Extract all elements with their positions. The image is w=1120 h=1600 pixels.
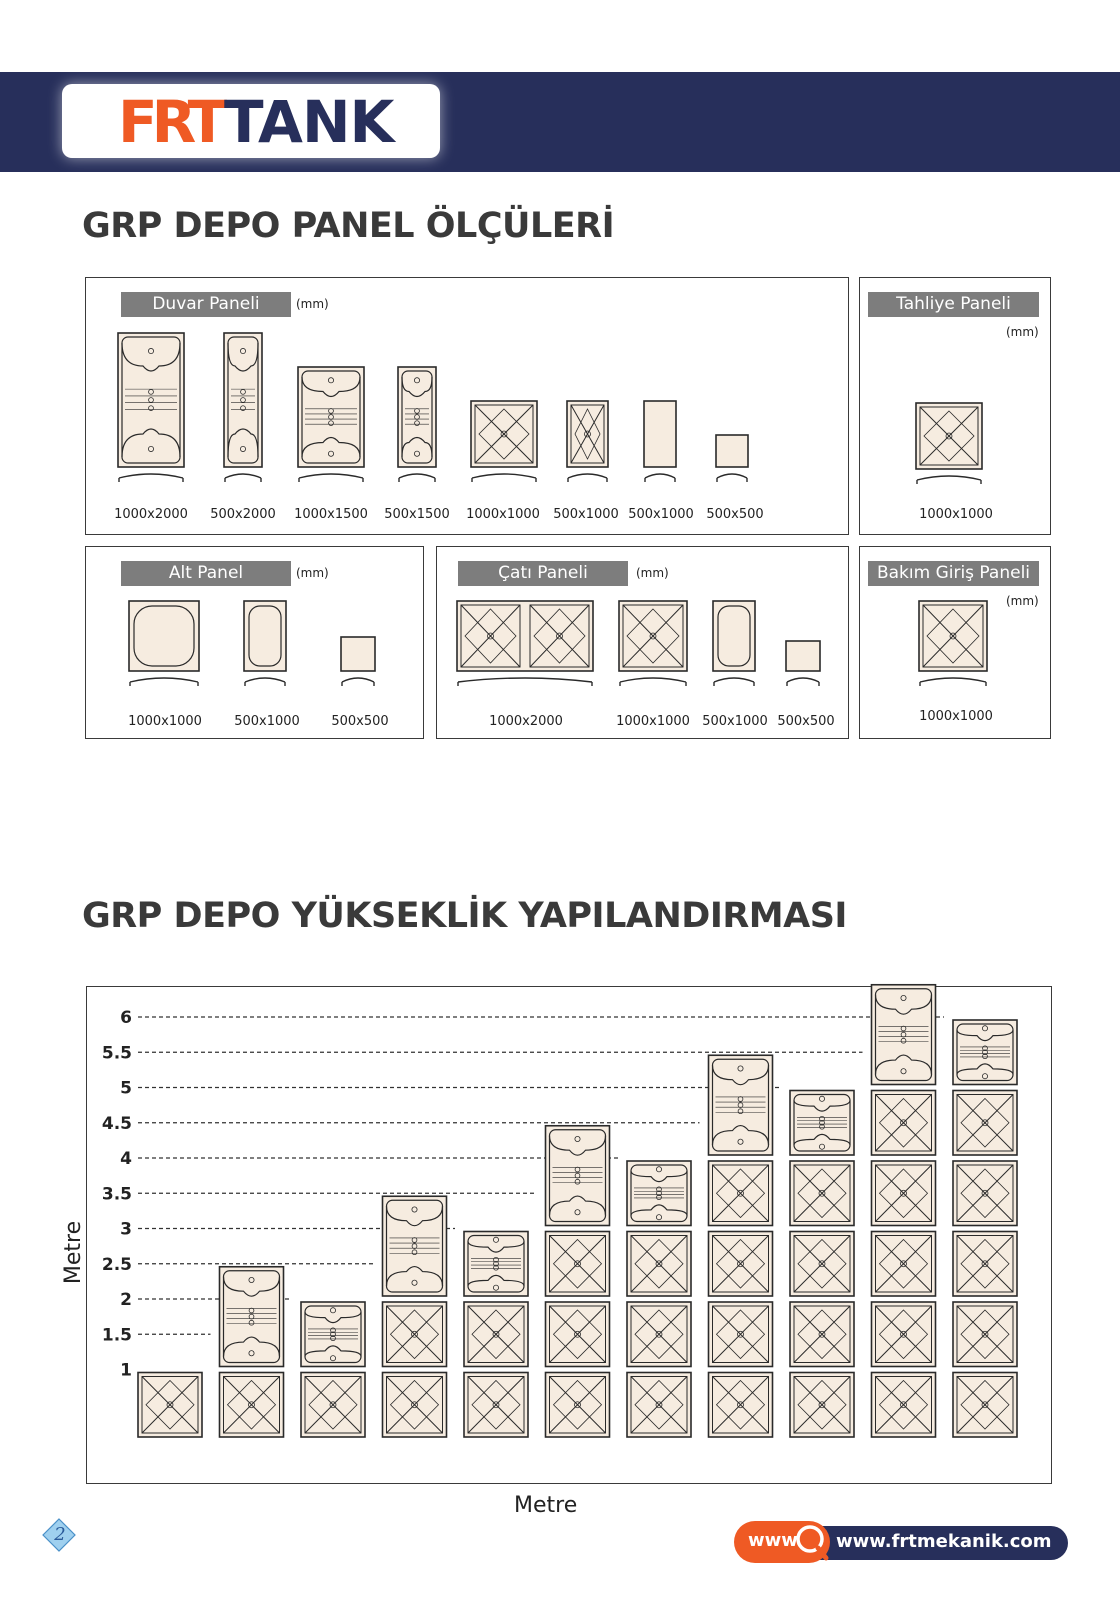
panel-drawing — [223, 332, 263, 484]
y-tick-label: 3 — [120, 1219, 132, 1240]
y-tick-label: 6 — [120, 1008, 132, 1028]
alt-unit-label: (mm) — [296, 566, 329, 580]
cati-unit-label: (mm) — [636, 566, 669, 580]
cati-panel-500x1000 — [712, 600, 756, 692]
size-label: 1000x1000 — [616, 714, 690, 729]
bakim-panel-1000x1000 — [918, 600, 988, 692]
panel-drawing — [456, 600, 594, 688]
y-tick-label: 5 — [120, 1078, 132, 1099]
height-chart-frame — [86, 986, 1052, 1484]
y-tick-label: 2.5 — [101, 1254, 132, 1275]
panel-drawing — [712, 600, 756, 688]
size-label: 1000x2000 — [489, 714, 563, 729]
size-label: 1000x1500 — [294, 507, 368, 522]
magnifier-icon — [795, 1522, 831, 1562]
panel-drawing — [618, 600, 688, 688]
logo-tank-text: TANK — [224, 88, 394, 156]
size-label: 1000x1000 — [466, 507, 540, 522]
website-url[interactable]: www.frtmekanik.com — [836, 1531, 1052, 1552]
alt-panel-500x500 — [340, 636, 376, 692]
panel-drawing — [566, 400, 609, 484]
tahliye-panel-label: Tahliye Paneli — [868, 292, 1039, 317]
size-label: 500x1000 — [628, 507, 694, 522]
panel-500x1500 — [397, 366, 437, 488]
panel-500x1000 — [566, 400, 609, 488]
panel-1000x1000 — [470, 400, 538, 488]
size-label: 500x500 — [777, 714, 835, 729]
panel-drawing — [918, 600, 988, 688]
panel-1000x1500 — [297, 366, 365, 488]
panel-drawing — [128, 600, 200, 688]
y-tick-label: 1.5 — [101, 1325, 132, 1346]
cati-panel-500x500 — [785, 640, 821, 692]
size-label: 500x500 — [706, 507, 764, 522]
duvar-panel-label: Duvar Paneli — [121, 292, 291, 317]
panel-drawing — [397, 366, 437, 484]
bakim-unit-label: (mm) — [1006, 594, 1039, 608]
logo-frt-text: FRT — [118, 88, 222, 156]
cati-panel-label: Çatı Paneli — [458, 561, 628, 586]
x-axis-label: Metre — [514, 1493, 578, 1518]
panel-drawing — [715, 434, 749, 484]
size-label: 1000x1000 — [919, 507, 993, 522]
size-label: 500x1000 — [553, 507, 619, 522]
y-tick-label: 1 — [120, 1360, 132, 1381]
y-tick-label: 4 — [120, 1149, 132, 1169]
alt-panel-1000x1000 — [128, 600, 200, 692]
panel-500x1000-plain — [643, 400, 677, 488]
tahliye-panel-1000x1000 — [915, 402, 983, 490]
tahliye-unit-label: (mm) — [1006, 325, 1039, 339]
y-tick-label: 4.5 — [101, 1113, 132, 1134]
section-title-height-config: GRP DEPO YÜKSEKLİK YAPILANDIRMASI — [82, 896, 847, 936]
size-label: 500x500 — [331, 714, 389, 729]
size-label: 500x1500 — [384, 507, 450, 522]
duvar-unit-label: (mm) — [296, 297, 329, 311]
panel-1000x2000 — [117, 332, 185, 488]
alt-panel-500x1000 — [243, 600, 287, 692]
panel-drawing — [297, 366, 365, 484]
y-axis-label: Metre — [61, 1220, 87, 1285]
size-label: 500x1000 — [234, 714, 300, 729]
y-tick-label: 3.5 — [101, 1184, 132, 1205]
panel-drawing — [785, 640, 821, 688]
size-label: 1000x1000 — [128, 714, 202, 729]
panel-drawing — [117, 332, 185, 484]
cati-panel-1000x1000 — [618, 600, 688, 692]
panel-drawing — [470, 400, 538, 484]
panel-500x2000 — [223, 332, 263, 488]
y-tick-label: 5.5 — [101, 1043, 132, 1064]
panel-500x500 — [715, 434, 749, 488]
panel-drawing — [915, 402, 983, 486]
panel-drawing — [243, 600, 287, 688]
size-label: 1000x1000 — [919, 709, 993, 724]
page-number: 2 — [54, 1524, 66, 1545]
section-title-panel-sizes: GRP DEPO PANEL ÖLÇÜLERİ — [82, 206, 615, 246]
bakim-panel-label: Bakım Giriş Paneli — [868, 561, 1039, 586]
brand-logo[interactable] — [62, 84, 440, 158]
cati-panel-1000x2000 — [456, 600, 594, 692]
size-label: 500x1000 — [702, 714, 768, 729]
size-label: 500x2000 — [210, 507, 276, 522]
alt-panel-label: Alt Panel — [121, 561, 291, 586]
y-tick-label: 2 — [120, 1290, 132, 1310]
panel-drawing — [340, 636, 376, 688]
www-text: www — [748, 1530, 798, 1551]
panel-drawing — [643, 400, 677, 484]
size-label: 1000x2000 — [114, 507, 188, 522]
